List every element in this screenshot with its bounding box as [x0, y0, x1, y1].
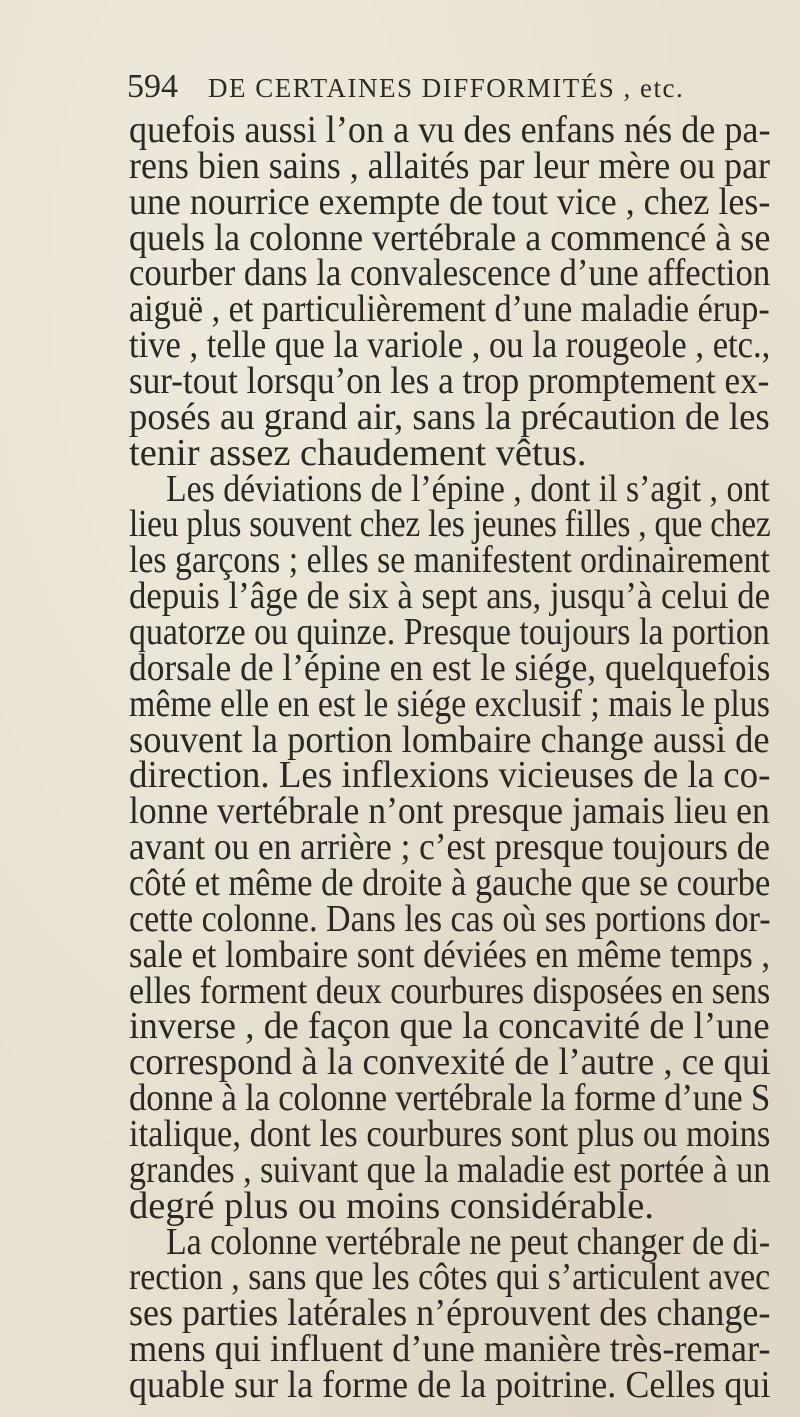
text-line: quatorze ou quinze. Presque toujours la portion [129, 611, 770, 653]
text-line: lonne vertébrale n’ont presque jamais lieu en [129, 790, 770, 833]
text-line: sur-tout lorsqu’on les a trop promptement ex- [129, 360, 770, 402]
text-line: quable sur la forme de la poitrine. Celles qui [129, 1364, 771, 1406]
text-line: posés au grand air, sans la précaution de les [129, 395, 770, 438]
text-line: lieu plus souvent chez les jeunes filles , que chez [129, 503, 771, 546]
text-line: une nourrice exempte de tout vice , chez les- [129, 180, 771, 223]
text-line: elles forment deux courbures disposées en sens [129, 969, 771, 1012]
running-title: DE CERTAINES DIFFORMITÉS , etc. [208, 73, 685, 103]
text-line: aiguë , et particulièrement d’une maladie érup- [129, 288, 770, 331]
text-line: depuis l’âge de six à sept ans, jusqu’à celui de [129, 575, 771, 618]
text-line: inverse , de façon que la concavité de l’une [129, 1005, 770, 1048]
text-line: avant ou en arrière ; c’est presque toujours de [129, 826, 770, 869]
text-line: quels la colonne vertébrale a commencé à se [129, 216, 771, 259]
text-line: cette colonne. Dans les cas où ses portions dor- [129, 897, 771, 940]
text-line: dorsale de l’épine en est le siége, quelquefois [129, 646, 771, 689]
text-line: Les déviations de l’épine , dont il s’agit , ont [166, 467, 770, 510]
text-line: quefois aussi l’on a vu des enfans nés de pa- [129, 109, 771, 151]
page-number: 594 [127, 68, 178, 105]
text-line: italique, dont les courbures sont plus ou moins [129, 1113, 771, 1155]
text-line: grandes , suivant que la maladie est portée à un [129, 1148, 771, 1191]
text-line: courber dans la convalescence d’une affection [129, 252, 771, 295]
text-line: donne à la colonne vertébrale la forme d’une S [129, 1077, 770, 1120]
page-header [127, 68, 747, 108]
text-line: tive , telle que la variole , ou la rougeole , etc., [129, 324, 771, 367]
text-line: direction. Les inflexions vicieuses de la co- [129, 754, 771, 797]
text-line: tenir assez chaudement vêtus. [129, 431, 587, 474]
text-line: ses parties latérales n’éprouvent des change- [129, 1292, 771, 1335]
text-line: sale et lombaire sont déviées en même temps , [129, 933, 771, 976]
text-line: correspond à la convexité de l’autre , ce qui [129, 1041, 771, 1084]
text-line: degré plus ou moins considérable. [129, 1184, 654, 1227]
text-line: rection , sans que les côtes qui s’articulent avec [129, 1256, 771, 1299]
text-line: côté et même de droite à gauche que se courbe [129, 862, 771, 904]
text-line: rens bien sains , allaités par leur mère ou par [129, 144, 771, 187]
text-line: même elle en est le siége exclusif ; mais le plus [129, 682, 770, 725]
text-line: La colonne vertébrale ne peut changer de di- [166, 1220, 771, 1263]
text-line: mens qui influent d’une manière très-remar- [129, 1328, 771, 1371]
text-line: souvent la portion lombaire change aussi de [129, 718, 770, 761]
text-line: les garçons ; elles se manifestent ordinairement [129, 539, 770, 582]
